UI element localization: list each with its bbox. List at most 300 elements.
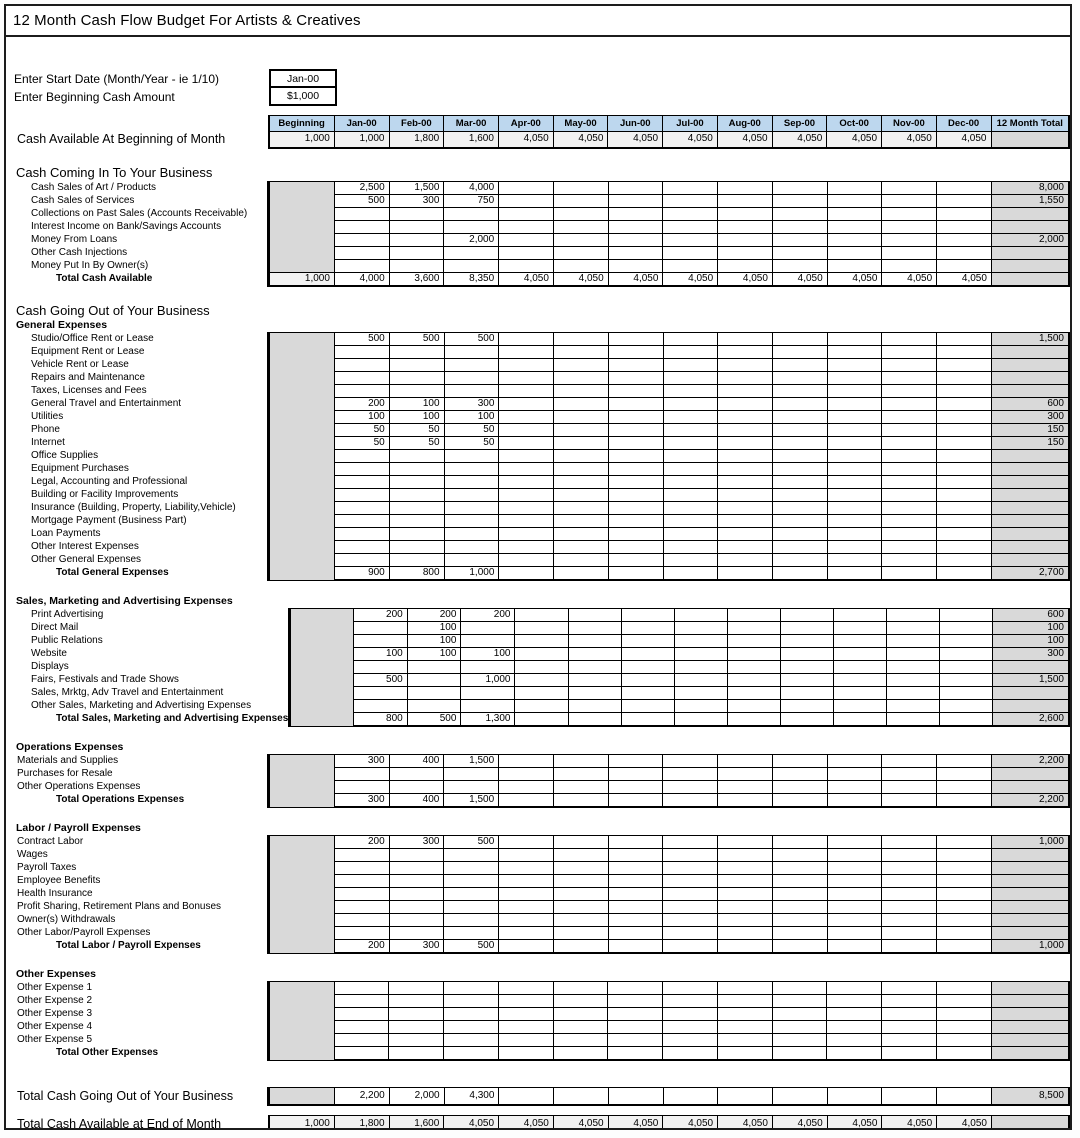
data-cell[interactable]: 400 xyxy=(389,755,444,768)
data-cell[interactable] xyxy=(937,221,992,234)
data-cell[interactable] xyxy=(389,1008,444,1021)
data-cell[interactable]: 100 xyxy=(461,648,515,661)
data-cell[interactable] xyxy=(780,622,833,635)
data-cell[interactable] xyxy=(553,260,608,273)
data-cell[interactable] xyxy=(499,849,554,862)
data-cell[interactable] xyxy=(334,849,389,862)
data-cell[interactable] xyxy=(499,768,554,781)
data-cell[interactable] xyxy=(772,927,827,940)
data-cell[interactable] xyxy=(718,411,773,424)
data-cell[interactable] xyxy=(882,836,937,849)
data-cell[interactable] xyxy=(827,359,882,372)
data-cell[interactable] xyxy=(718,221,773,234)
data-cell[interactable] xyxy=(621,687,674,700)
data-cell[interactable] xyxy=(515,674,568,687)
data-cell[interactable] xyxy=(727,635,780,648)
data-cell[interactable] xyxy=(663,385,718,398)
data-cell[interactable] xyxy=(553,247,608,260)
data-cell[interactable] xyxy=(334,450,389,463)
data-cell[interactable] xyxy=(674,661,727,674)
data-cell[interactable] xyxy=(461,635,515,648)
data-cell[interactable] xyxy=(937,489,992,502)
data-cell[interactable] xyxy=(827,541,882,554)
data-cell[interactable] xyxy=(444,541,499,554)
data-cell[interactable] xyxy=(334,247,389,260)
data-cell[interactable] xyxy=(389,489,444,502)
data-cell[interactable] xyxy=(444,359,499,372)
data-cell[interactable] xyxy=(608,463,663,476)
data-cell[interactable] xyxy=(499,411,554,424)
data-cell[interactable] xyxy=(780,648,833,661)
data-cell[interactable] xyxy=(499,221,554,234)
data-cell[interactable] xyxy=(663,862,718,875)
data-cell[interactable] xyxy=(553,914,608,927)
data-cell[interactable] xyxy=(608,398,663,411)
start-date-input[interactable]: Jan-00 xyxy=(269,69,337,89)
data-cell[interactable]: 500 xyxy=(444,333,499,346)
data-cell[interactable] xyxy=(334,359,389,372)
data-cell[interactable] xyxy=(608,515,663,528)
data-cell[interactable] xyxy=(389,260,444,273)
data-cell[interactable] xyxy=(407,674,461,687)
data-cell[interactable] xyxy=(718,541,773,554)
data-cell[interactable]: 1,500 xyxy=(444,755,499,768)
data-cell[interactable] xyxy=(827,221,882,234)
data-cell[interactable] xyxy=(499,502,554,515)
data-cell[interactable] xyxy=(389,768,444,781)
data-cell[interactable] xyxy=(608,1034,663,1047)
data-cell[interactable] xyxy=(827,398,882,411)
data-cell[interactable] xyxy=(882,182,937,195)
data-cell[interactable] xyxy=(553,995,608,1008)
data-cell[interactable] xyxy=(389,1034,444,1047)
data-cell[interactable] xyxy=(882,781,937,794)
data-cell[interactable] xyxy=(444,528,499,541)
data-cell[interactable] xyxy=(554,554,609,567)
data-cell[interactable]: 500 xyxy=(334,195,389,208)
data-cell[interactable] xyxy=(882,195,937,208)
data-cell[interactable] xyxy=(833,687,886,700)
data-cell[interactable]: 100 xyxy=(389,411,444,424)
data-cell[interactable] xyxy=(334,914,389,927)
data-cell[interactable] xyxy=(887,687,940,700)
data-cell[interactable] xyxy=(334,995,389,1008)
data-cell[interactable] xyxy=(772,554,827,567)
data-cell[interactable] xyxy=(553,208,608,221)
data-cell[interactable] xyxy=(827,515,882,528)
data-cell[interactable] xyxy=(937,346,992,359)
data-cell[interactable] xyxy=(936,927,991,940)
data-cell[interactable] xyxy=(554,346,609,359)
data-cell[interactable] xyxy=(334,554,389,567)
data-cell[interactable] xyxy=(936,755,991,768)
data-cell[interactable] xyxy=(833,661,886,674)
data-cell[interactable] xyxy=(827,411,882,424)
data-cell[interactable] xyxy=(663,515,718,528)
data-cell[interactable] xyxy=(663,333,718,346)
data-cell[interactable] xyxy=(444,489,499,502)
data-cell[interactable] xyxy=(718,346,773,359)
data-cell[interactable] xyxy=(940,609,993,622)
data-cell[interactable] xyxy=(608,221,663,234)
data-cell[interactable] xyxy=(827,862,882,875)
data-cell[interactable] xyxy=(937,333,992,346)
data-cell[interactable] xyxy=(389,463,444,476)
data-cell[interactable] xyxy=(717,995,772,1008)
data-cell[interactable] xyxy=(568,648,621,661)
data-cell[interactable] xyxy=(554,502,609,515)
data-cell[interactable] xyxy=(499,208,554,221)
data-cell[interactable] xyxy=(444,982,499,995)
data-cell[interactable] xyxy=(827,333,882,346)
data-cell[interactable]: 750 xyxy=(444,195,499,208)
data-cell[interactable] xyxy=(461,622,515,635)
data-cell[interactable] xyxy=(444,385,499,398)
data-cell[interactable] xyxy=(608,208,663,221)
data-cell[interactable] xyxy=(334,768,389,781)
data-cell[interactable] xyxy=(554,450,609,463)
data-cell[interactable] xyxy=(444,372,499,385)
data-cell[interactable] xyxy=(833,700,886,713)
data-cell[interactable] xyxy=(937,528,992,541)
data-cell[interactable] xyxy=(499,437,554,450)
data-cell[interactable] xyxy=(940,674,993,687)
data-cell[interactable] xyxy=(663,450,718,463)
data-cell[interactable] xyxy=(718,333,773,346)
data-cell[interactable] xyxy=(663,528,718,541)
data-cell[interactable] xyxy=(827,247,882,260)
data-cell[interactable] xyxy=(444,914,499,927)
data-cell[interactable] xyxy=(354,661,408,674)
data-cell[interactable] xyxy=(887,648,940,661)
data-cell[interactable] xyxy=(772,411,827,424)
data-cell[interactable] xyxy=(608,1021,663,1034)
data-cell[interactable] xyxy=(499,489,554,502)
data-cell[interactable] xyxy=(554,385,609,398)
data-cell[interactable] xyxy=(608,901,663,914)
data-cell[interactable] xyxy=(718,182,773,195)
data-cell[interactable] xyxy=(608,489,663,502)
data-cell[interactable] xyxy=(827,982,882,995)
data-cell[interactable] xyxy=(499,927,554,940)
data-cell[interactable] xyxy=(718,849,773,862)
data-cell[interactable] xyxy=(937,260,992,273)
data-cell[interactable] xyxy=(334,502,389,515)
data-cell[interactable]: 50 xyxy=(444,437,499,450)
data-cell[interactable]: 200 xyxy=(334,398,389,411)
data-cell[interactable] xyxy=(407,687,461,700)
data-cell[interactable] xyxy=(718,489,773,502)
data-cell[interactable] xyxy=(940,635,993,648)
data-cell[interactable] xyxy=(727,609,780,622)
data-cell[interactable] xyxy=(608,195,663,208)
data-cell[interactable] xyxy=(882,234,937,247)
data-cell[interactable] xyxy=(499,450,554,463)
data-cell[interactable] xyxy=(718,463,773,476)
data-cell[interactable] xyxy=(718,914,773,927)
data-cell[interactable] xyxy=(827,755,882,768)
data-cell[interactable] xyxy=(937,359,992,372)
data-cell[interactable]: 50 xyxy=(389,424,444,437)
data-cell[interactable] xyxy=(772,208,827,221)
data-cell[interactable] xyxy=(499,862,554,875)
data-cell[interactable] xyxy=(608,424,663,437)
data-cell[interactable] xyxy=(553,1008,608,1021)
data-cell[interactable] xyxy=(937,502,992,515)
data-cell[interactable] xyxy=(882,515,937,528)
data-cell[interactable] xyxy=(608,768,663,781)
data-cell[interactable] xyxy=(553,755,608,768)
data-cell[interactable] xyxy=(717,1034,772,1047)
data-cell[interactable] xyxy=(718,476,773,489)
data-cell[interactable] xyxy=(936,1021,991,1034)
data-cell[interactable] xyxy=(718,901,773,914)
data-cell[interactable] xyxy=(936,862,991,875)
data-cell[interactable] xyxy=(882,221,937,234)
data-cell[interactable] xyxy=(882,982,937,995)
data-cell[interactable] xyxy=(718,398,773,411)
data-cell[interactable] xyxy=(498,1021,553,1034)
data-cell[interactable] xyxy=(882,333,937,346)
data-cell[interactable] xyxy=(334,901,389,914)
data-cell[interactable] xyxy=(882,541,937,554)
data-cell[interactable] xyxy=(389,234,444,247)
data-cell[interactable] xyxy=(937,450,992,463)
data-cell[interactable] xyxy=(554,463,609,476)
data-cell[interactable] xyxy=(515,687,568,700)
data-cell[interactable] xyxy=(833,635,886,648)
data-cell[interactable] xyxy=(718,875,773,888)
data-cell[interactable] xyxy=(554,372,609,385)
data-cell[interactable] xyxy=(334,888,389,901)
data-cell[interactable] xyxy=(389,221,444,234)
data-cell[interactable]: 50 xyxy=(334,424,389,437)
data-cell[interactable] xyxy=(718,755,773,768)
data-cell[interactable] xyxy=(554,333,609,346)
data-cell[interactable] xyxy=(663,914,718,927)
data-cell[interactable] xyxy=(444,888,499,901)
data-cell[interactable] xyxy=(354,635,408,648)
data-cell[interactable] xyxy=(772,333,827,346)
data-cell[interactable] xyxy=(882,862,937,875)
data-cell[interactable] xyxy=(827,463,882,476)
data-cell[interactable] xyxy=(568,609,621,622)
data-cell[interactable] xyxy=(674,635,727,648)
data-cell[interactable] xyxy=(718,554,773,567)
data-cell[interactable] xyxy=(334,1021,389,1034)
data-cell[interactable] xyxy=(389,554,444,567)
data-cell[interactable] xyxy=(940,622,993,635)
data-cell[interactable] xyxy=(936,875,991,888)
data-cell[interactable] xyxy=(663,1034,718,1047)
data-cell[interactable] xyxy=(389,372,444,385)
data-cell[interactable] xyxy=(674,687,727,700)
data-cell[interactable]: 1,000 xyxy=(269,132,335,149)
data-cell[interactable] xyxy=(772,234,827,247)
data-cell[interactable] xyxy=(663,247,718,260)
data-cell[interactable] xyxy=(718,247,773,260)
data-cell[interactable]: 100 xyxy=(389,398,444,411)
data-cell[interactable] xyxy=(608,333,663,346)
data-cell[interactable] xyxy=(882,554,937,567)
data-cell[interactable] xyxy=(444,502,499,515)
data-cell[interactable] xyxy=(498,1034,553,1047)
data-cell[interactable]: 2,000 xyxy=(444,234,499,247)
data-cell[interactable] xyxy=(937,385,992,398)
data-cell[interactable] xyxy=(882,372,937,385)
data-cell[interactable] xyxy=(334,528,389,541)
data-cell[interactable] xyxy=(515,700,568,713)
data-cell[interactable] xyxy=(882,450,937,463)
data-cell[interactable] xyxy=(553,1021,608,1034)
data-cell[interactable] xyxy=(334,463,389,476)
data-cell[interactable] xyxy=(663,476,718,489)
data-cell[interactable]: 100 xyxy=(334,411,389,424)
data-cell[interactable] xyxy=(334,541,389,554)
data-cell[interactable] xyxy=(772,489,827,502)
data-cell[interactable] xyxy=(444,476,499,489)
data-cell[interactable] xyxy=(827,1034,882,1047)
data-cell[interactable]: 500 xyxy=(334,333,389,346)
data-cell[interactable] xyxy=(772,346,827,359)
data-cell[interactable] xyxy=(772,437,827,450)
data-cell[interactable] xyxy=(882,875,937,888)
data-cell[interactable] xyxy=(553,849,608,862)
data-cell[interactable] xyxy=(727,700,780,713)
data-cell[interactable] xyxy=(461,661,515,674)
data-cell[interactable] xyxy=(515,622,568,635)
data-cell[interactable] xyxy=(499,260,554,273)
data-cell[interactable] xyxy=(568,700,621,713)
data-cell[interactable] xyxy=(389,346,444,359)
data-cell[interactable]: 1,800 xyxy=(389,132,444,149)
data-cell[interactable] xyxy=(882,489,937,502)
data-cell[interactable] xyxy=(882,888,937,901)
data-cell[interactable]: 50 xyxy=(444,424,499,437)
data-cell[interactable] xyxy=(499,914,554,927)
data-cell[interactable] xyxy=(718,450,773,463)
data-cell[interactable] xyxy=(461,700,515,713)
data-cell[interactable] xyxy=(499,541,554,554)
data-cell[interactable] xyxy=(718,528,773,541)
data-cell[interactable] xyxy=(780,687,833,700)
data-cell[interactable] xyxy=(772,385,827,398)
data-cell[interactable] xyxy=(621,635,674,648)
data-cell[interactable] xyxy=(827,1008,882,1021)
data-cell[interactable] xyxy=(827,208,882,221)
data-cell[interactable] xyxy=(882,1008,937,1021)
data-cell[interactable] xyxy=(827,914,882,927)
data-cell[interactable] xyxy=(499,182,554,195)
data-cell[interactable] xyxy=(780,635,833,648)
data-cell[interactable] xyxy=(827,995,882,1008)
data-cell[interactable] xyxy=(499,247,554,260)
data-cell[interactable]: 300 xyxy=(444,398,499,411)
beginning-cash-input[interactable]: $1,000 xyxy=(269,86,337,106)
data-cell[interactable] xyxy=(554,437,609,450)
data-cell[interactable] xyxy=(937,411,992,424)
data-cell[interactable] xyxy=(389,359,444,372)
data-cell[interactable] xyxy=(608,437,663,450)
data-cell[interactable] xyxy=(553,901,608,914)
data-cell[interactable] xyxy=(827,489,882,502)
data-cell[interactable] xyxy=(608,1008,663,1021)
data-cell[interactable] xyxy=(389,385,444,398)
data-cell[interactable] xyxy=(772,1021,827,1034)
data-cell[interactable] xyxy=(389,541,444,554)
data-cell[interactable] xyxy=(727,674,780,687)
data-cell[interactable] xyxy=(833,609,886,622)
data-cell[interactable] xyxy=(882,424,937,437)
data-cell[interactable] xyxy=(389,450,444,463)
data-cell[interactable] xyxy=(936,914,991,927)
data-cell[interactable] xyxy=(827,234,882,247)
data-cell[interactable] xyxy=(827,450,882,463)
data-cell[interactable] xyxy=(608,927,663,940)
data-cell[interactable] xyxy=(663,260,718,273)
data-cell[interactable] xyxy=(553,221,608,234)
data-cell[interactable] xyxy=(621,622,674,635)
data-cell[interactable] xyxy=(334,1008,389,1021)
data-cell[interactable]: 50 xyxy=(389,437,444,450)
data-cell[interactable] xyxy=(937,515,992,528)
data-cell[interactable]: 4,050 xyxy=(772,132,827,149)
data-cell[interactable] xyxy=(499,755,554,768)
data-cell[interactable]: 500 xyxy=(354,674,408,687)
data-cell[interactable]: 100 xyxy=(407,635,461,648)
data-cell[interactable]: 2,500 xyxy=(334,182,389,195)
data-cell[interactable]: 200 xyxy=(461,609,515,622)
data-cell[interactable] xyxy=(937,541,992,554)
data-cell[interactable] xyxy=(827,888,882,901)
data-cell[interactable] xyxy=(621,661,674,674)
data-cell[interactable] xyxy=(568,661,621,674)
data-cell[interactable] xyxy=(772,781,827,794)
data-cell[interactable] xyxy=(553,875,608,888)
data-cell[interactable] xyxy=(608,260,663,273)
data-cell[interactable] xyxy=(444,450,499,463)
data-cell[interactable] xyxy=(887,609,940,622)
data-cell[interactable]: 1,000 xyxy=(461,674,515,687)
data-cell[interactable] xyxy=(444,260,499,273)
data-cell[interactable] xyxy=(727,648,780,661)
data-cell[interactable] xyxy=(717,1021,772,1034)
data-cell[interactable] xyxy=(663,755,718,768)
data-cell[interactable] xyxy=(727,687,780,700)
data-cell[interactable] xyxy=(444,1021,499,1034)
data-cell[interactable] xyxy=(937,554,992,567)
data-cell[interactable] xyxy=(833,622,886,635)
data-cell[interactable] xyxy=(553,195,608,208)
data-cell[interactable] xyxy=(718,195,773,208)
data-cell[interactable] xyxy=(444,221,499,234)
data-cell[interactable] xyxy=(882,411,937,424)
data-cell[interactable] xyxy=(772,476,827,489)
data-cell[interactable] xyxy=(554,476,609,489)
data-cell[interactable] xyxy=(389,1021,444,1034)
data-cell[interactable] xyxy=(608,755,663,768)
data-cell[interactable] xyxy=(882,755,937,768)
data-cell[interactable] xyxy=(772,836,827,849)
data-cell[interactable] xyxy=(882,385,937,398)
data-cell[interactable] xyxy=(827,385,882,398)
data-cell[interactable] xyxy=(389,208,444,221)
data-cell[interactable] xyxy=(882,359,937,372)
data-cell[interactable] xyxy=(718,836,773,849)
data-cell[interactable] xyxy=(554,515,609,528)
data-cell[interactable] xyxy=(354,622,408,635)
data-cell[interactable] xyxy=(718,424,773,437)
